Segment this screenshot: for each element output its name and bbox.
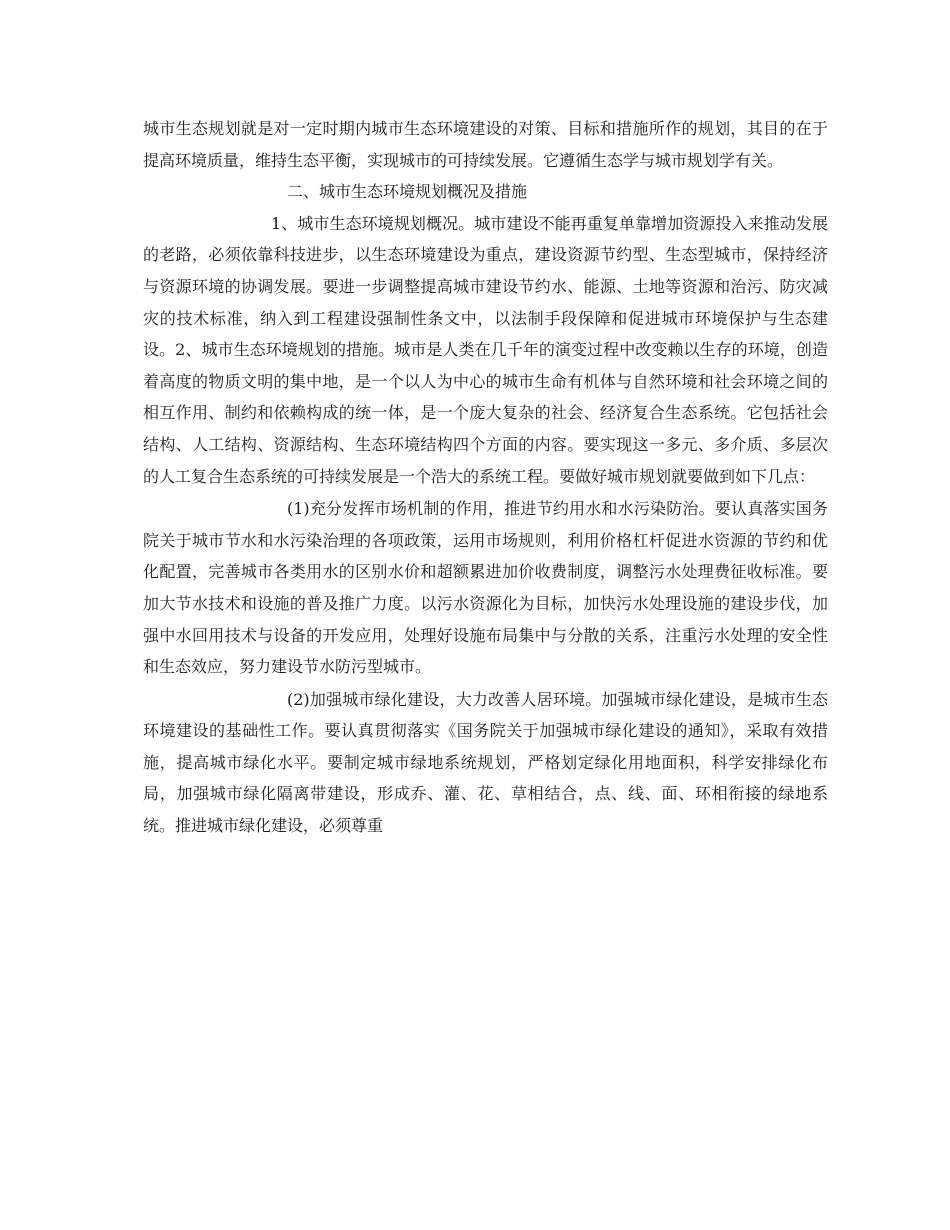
intro-paragraph: 城市生态规划就是对一定时期内城市生态环境建设的对策、目标和措施所作的规划，其目的在于提高环境质量，维持生态平衡，实现城市的可持续发展。它遵循生态学与城市规划学有关。 (143, 119, 828, 170)
section-heading: 二、城市生态环境规划概况及措施 (287, 182, 528, 202)
overview-paragraph: 1、城市生态环境规划概况。城市建设不能再重复单靠增加资源投入来推动发展的老路，必须依靠科技进步，以生态环境建设为重点，建设资源节约型、生态型城市，保持经济与资源环境的协调发展。要进一步调整提高城市建设节约水、能源、土地等资源和治污、防灾减灾的技术标准，纳入到工程建设强制性条文中，以法制手段保障和促进城市环境保护与生态建设。2、城市生态环境规划的措施。城市是人类在几千年的演变过程中改变赖以生存的环境，创造着高度的物质文明的集中地，是一个以人为中心的城市生命有机体与自然环境和社会环境之间的相互作用、制约和依赖构成的统一体，是一个庞大复杂的社会、经济复合生态系统。它包括社会结构、人工结构、资源结构、生态环境结构四个方面的内容。要实现这一多元、多介质、多层次的人工复合生态系统的可持续发展是一个浩大的系统工程。要做好城市规划就要做到如下几点： (143, 213, 828, 486)
measure-item-2-paragraph: (2)加强城市绿化建设，大力改善人居环境。加强城市绿化建设，是城市生态环境建设的基础性工作。要认真贯彻落实《国务院关于加强城市绿化建设的通知》，采取有效措施，提高城市绿化水平。要制定城市绿地系统规划，严格划定绿化用地面积，科学安排绿化布局，加强城市绿化隔离带建设，形成乔、灌、花、草相结合，点、线、面、环相衔接的绿地系统。推进城市绿化建设，必须尊重 (143, 689, 828, 836)
document-page (143, 113, 828, 842)
measure-item-1-paragraph: (1)充分发挥市场机制的作用，推进节约用水和水污染防治。要认真落实国务院关于城市节水和水污染治理的各项政策，运用市场规则，利用价格杠杆促进水资源的节约和优化配置，完善城市各类用水的区别水价和超额累进加价收费制度，调整污水处理费征收标准。要加大节水技术和设施的普及推广力度。以污水资源化为目标，加快污水处理设施的建设步伐，加强中水回用技术与设备的开发应用，处理好设施布局集中与分散的关系，注重污水处理的安全性和生态效应，努力建设节水防污型城市。 (143, 499, 828, 677)
